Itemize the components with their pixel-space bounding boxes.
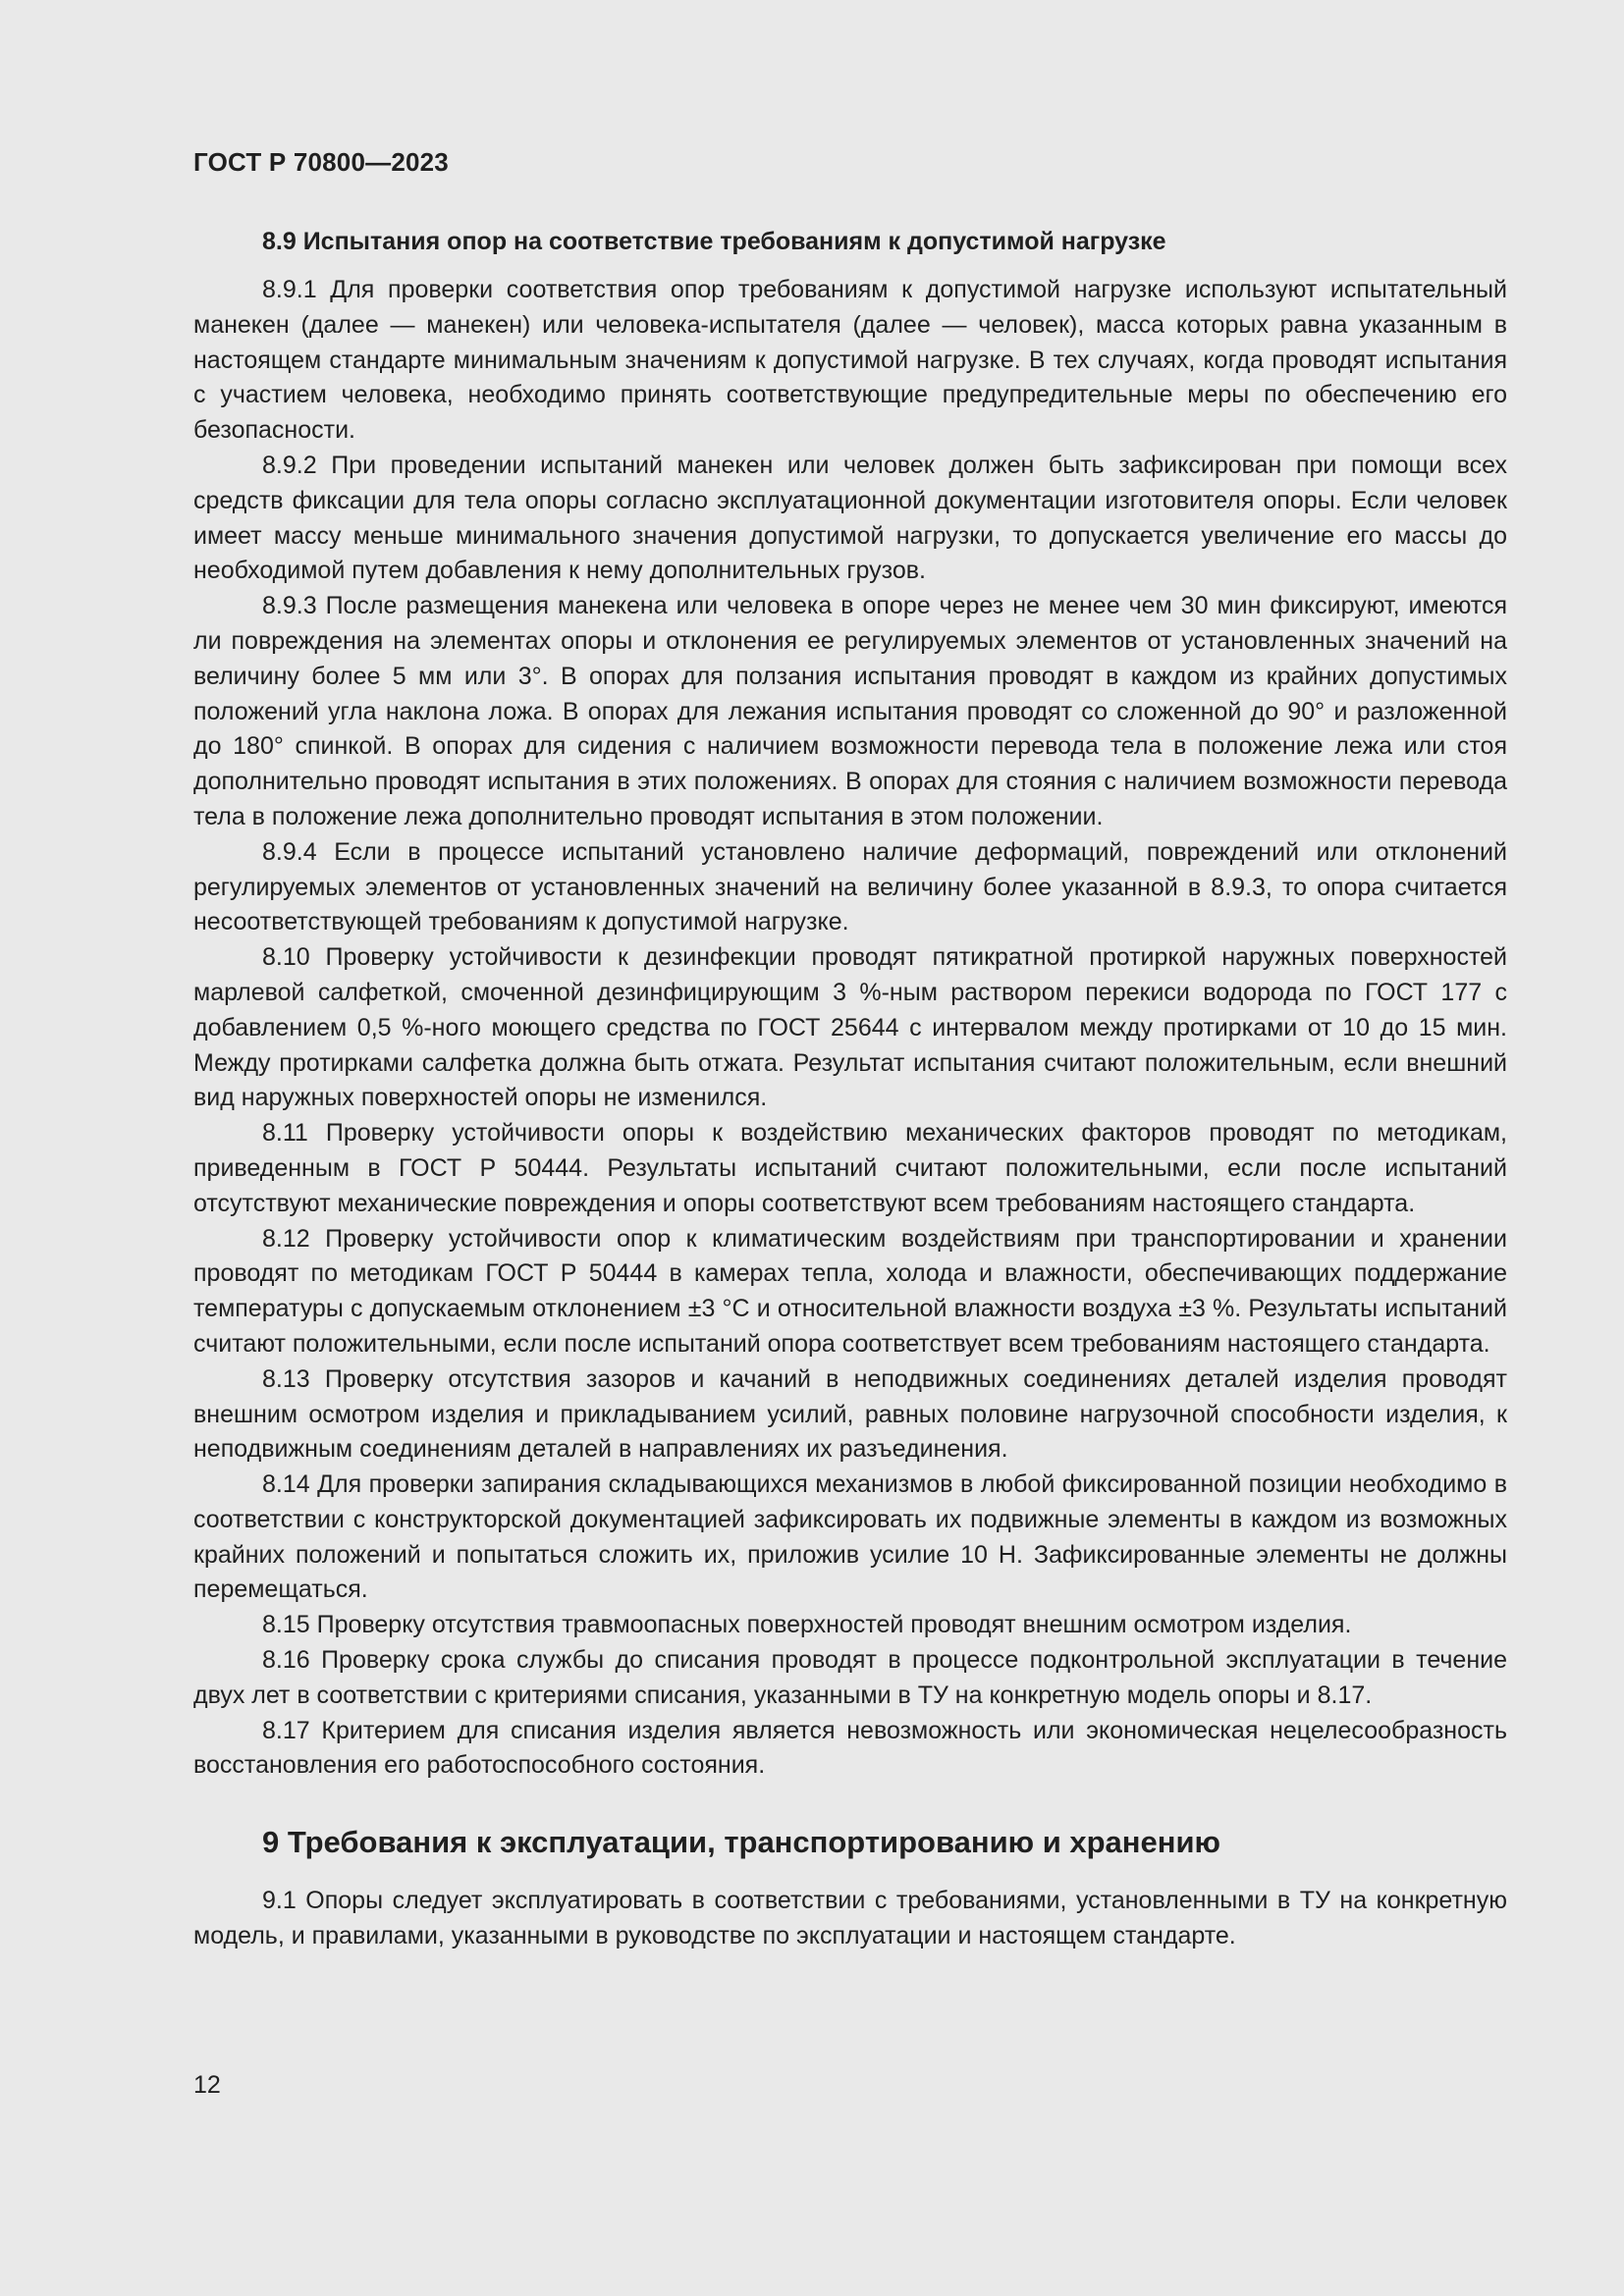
paragraph-8-17: 8.17 Критерием для списания изделия является невозможность или экономическая нецелесообразность восстановления его работоспособного состояния. bbox=[193, 1716, 1507, 1780]
document-body bbox=[193, 224, 1507, 1954]
paragraph-8-9-2: 8.9.2 При проведении испытаний манекен или человек должен быть зафиксирован при помощи всех средств фиксации для тела опоры согласно эксплуатационной документации изготовителя опоры. Если человек имеет массу меньше минимального значения допустимой нагрузки, то допускается увеличение его массы до необходимой путем добавления к нему дополнительных грузов. bbox=[193, 451, 1507, 585]
paragraph-8-12: 8.12 Проверку устойчивости опор к климатическим воздействиям при транспортировании и хранении проводят по методикам ГОСТ Р 50444 в камерах тепла, холода и влажности, обеспечивающих поддержание температуры с допускаемым отклонением ±3 °С и относительной влажности воздуха ±3 %. Результаты испытаний считают положительными, если после испытаний опора соответствует всем требованиям настоящего стандарта. bbox=[193, 1224, 1507, 1358]
paragraph-9-1: 9.1 Опоры следует эксплуатировать в соответствии с требованиями, установленными в ТУ на конкретную модель, и правилами, указанными в руководстве по эксплуатации и настоящем стандарте. bbox=[193, 1887, 1507, 1950]
paragraph-8-16: 8.16 Проверку срока службы до списания проводят в процессе подконтрольной эксплуатации в течение двух лет в соответствии с критериями списания, указанными в ТУ на конкретную модель опоры и 8.17. bbox=[193, 1646, 1507, 1709]
paragraph-8-15: 8.15 Проверку отсутствия травмоопасных поверхностей проводят внешним осмотром изделия. bbox=[262, 1611, 1352, 1639]
section-heading-9: 9 Требования к эксплуатации, транспортированию и хранению bbox=[262, 1825, 1221, 1860]
paragraph-8-10: 8.10 Проверку устойчивости к дезинфекции проводят пятикратной протиркой наружных поверхностей марлевой салфеткой, смоченной дезинфицирующим 3 %-ным раствором перекиси водорода по ГОСТ 177 с добавлением 0,5 %-ного моющего средства по ГОСТ 25644 с интервалом между протирками от 10 до 15 мин. Между протирками салфетка должна быть отжата. Результат испытания считают положительным, если внешний вид наружных поверхностей опоры не изменился. bbox=[193, 943, 1507, 1112]
paragraph-8-11: 8.11 Проверку устойчивости опоры к воздействию механических факторов проводят по методикам, приведенным в ГОСТ Р 50444. Результаты испытаний считают положительными, если после испытаний отсутствуют механические повреждения и опоры соответствуют всем требованиям настоящего стандарта. bbox=[193, 1119, 1507, 1217]
paragraph-8-13: 8.13 Проверку отсутствия зазоров и качаний в неподвижных соединениях деталей изделия проводят внешним осмотром изделия и прикладыванием усилий, равных половине нагрузочной способности изделия, к неподвижным соединениям деталей в направлениях их разъединения. bbox=[193, 1364, 1507, 1464]
paragraph-8-14: 8.14 Для проверки запирания складывающихся механизмов в любой фиксированной позиции необходимо в соответствии с конструкторской документацией зафиксировать их подвижные элементы в каждом из возможных крайних положений и попытаться сложить их, приложив усилие 10 Н. Зафиксированные элементы не должны перемещаться. bbox=[193, 1470, 1507, 1604]
page-number: 12 bbox=[193, 2071, 221, 2099]
paragraph-8-9-1: 8.9.1 Для проверки соответствия опор требованиям к допустимой нагрузке используют испытательный манекен (далее — манекен) или человека-испытателя (далее — человек), масса которых равна указанным в настоящем стандарте минимальным значениям к допустимой нагрузке. В тех случаях, когда проводят испытания с участием человека, необходимо принять соответствующие предупредительные меры по обеспечению его безопасности. bbox=[193, 276, 1507, 445]
subsection-heading-8-9: 8.9 Испытания опор на соответствие требованиям к допустимой нагрузке bbox=[262, 228, 1166, 255]
paragraph-8-9-3: 8.9.3 После размещения манекена или человека в опоре через не менее чем 30 мин фиксируют, имеются ли повреждения на элементах опоры и отклонения ее регулируемых элементов от установленных значений на величину более 5 мм или 3°. В опорах для ползания испытания проводят в каждом из крайних допустимых положений угла наклона ложа. В опорах для лежания испытания проводят со сложенной до 90° и разложенной до 180° спинкой. В опорах для сидения с наличием возможности перевода тела в положение лежа или стоя дополнительно проводят испытания в этих положениях. В опорах для стояния с наличием возможности перевода тела в положение лежа дополнительно проводят испытания в этом положении. bbox=[193, 592, 1507, 830]
document-header: ГОСТ Р 70800—2023 bbox=[193, 147, 449, 177]
paragraph-8-9-4: 8.9.4 Если в процессе испытаний установлено наличие деформаций, повреждений или отклонений регулируемых элементов от установленных значений на величину более указанной в 8.9.3, то опора считается несоответствующей требованиям к допустимой нагрузке. bbox=[193, 837, 1507, 936]
